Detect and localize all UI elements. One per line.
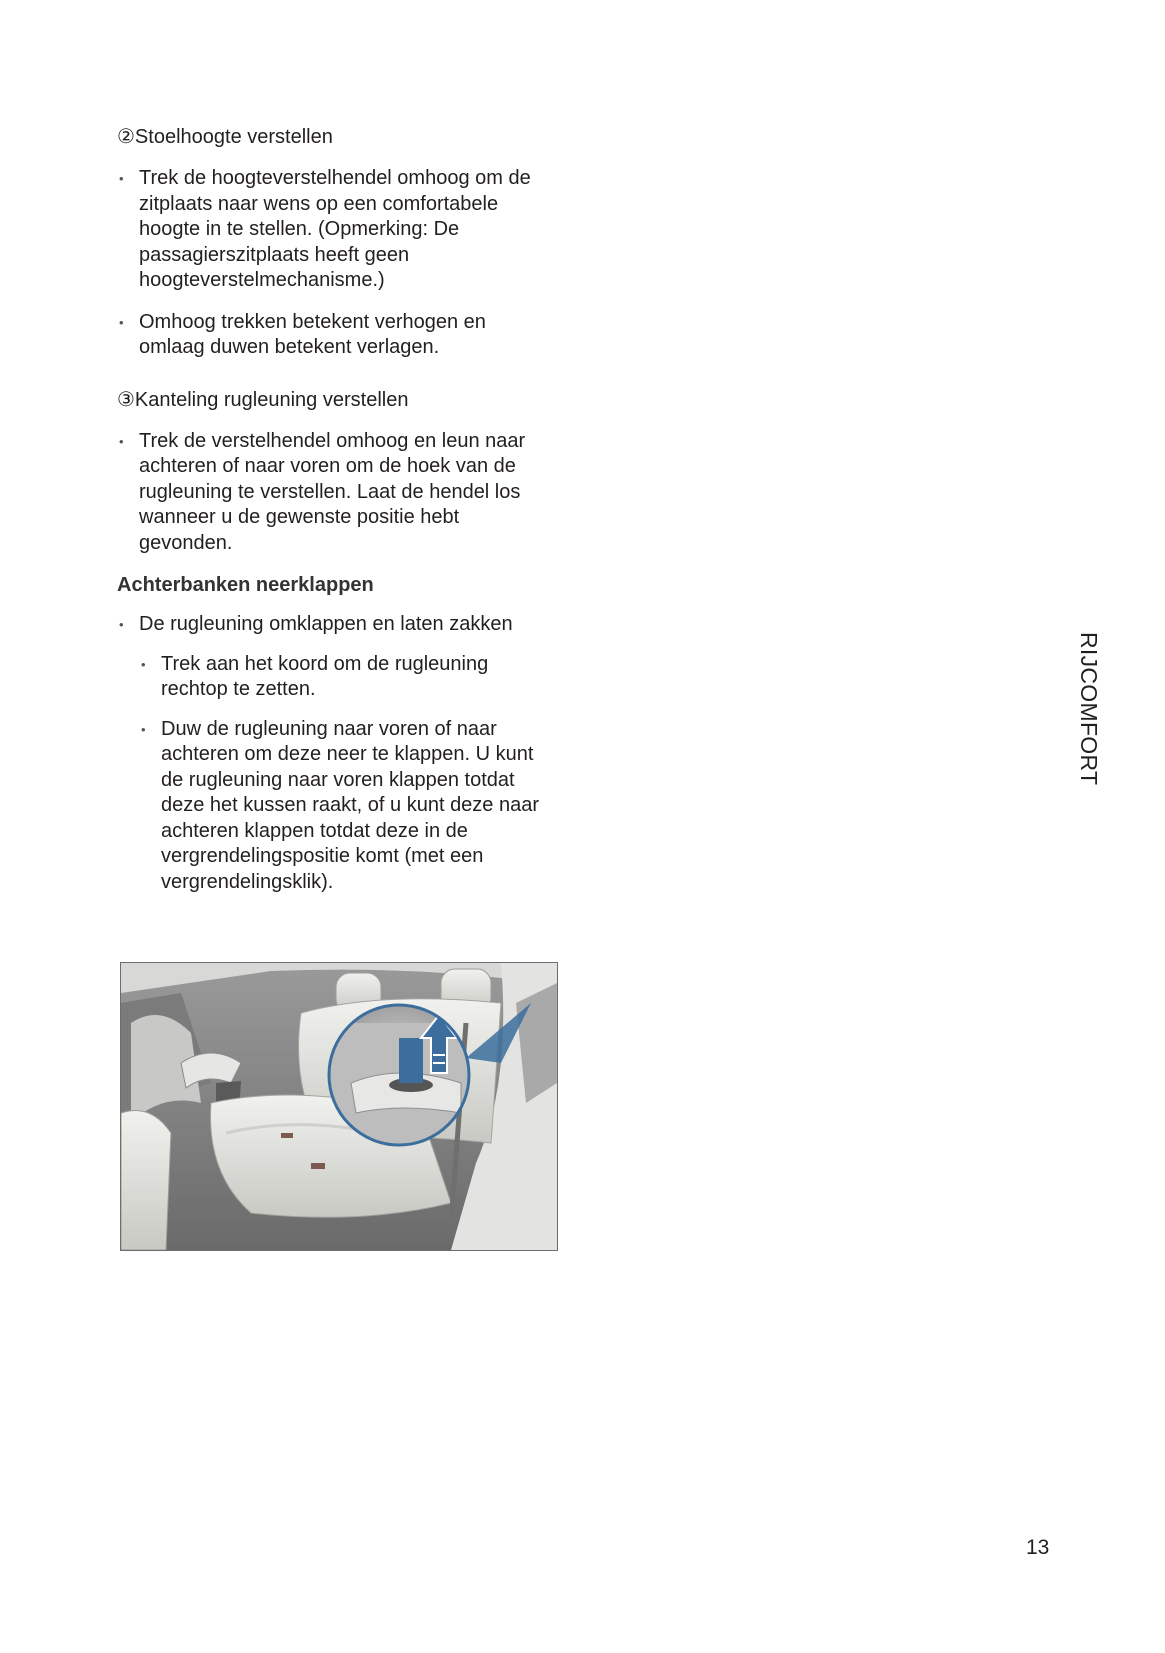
sub-bullet-list [139, 652, 557, 896]
list-item: • Trek de verstelhendel omhoog en leun naar achteren of naar voren om de hoek van de rugleuning te verstellen. Laat de hendel los wanneer u de gewenste positie hebt gevonden. [117, 429, 557, 557]
list-item-text: De rugleuning omklappen en laten zakken [139, 613, 513, 635]
page-number: 13 [1026, 1536, 1050, 1559]
subheading-seat-height: ②Stoelhoogte verstellen [117, 126, 333, 148]
bullet-list-rear-seats [117, 612, 557, 895]
main-column [117, 124, 557, 911]
rear-seat-fold-illustration [120, 962, 558, 1251]
subheading-backrest-tilt: ③Kanteling rugleuning verstellen [117, 388, 409, 411]
list-item: • Trek de hoogteverstelhendel omhoog om de zitplaats naar wens op een comfortabele hoogte in te stellen. (Opmerking: De passagierszitplaats heeft geen hoogteverstelmechanisme.) [117, 166, 557, 294]
bullet-list-seat-height [117, 166, 557, 361]
list-item [117, 612, 557, 895]
bullet-list-backrest-tilt [117, 429, 557, 557]
list-item: • Omhoog trekken betekent verhogen en omlaag duwen betekent verlagen. [117, 310, 557, 361]
sub-list-item: • Duw de rugleuning naar voren of naar achteren om deze neer te klappen. U kunt de rugleuning naar voren klappen totdat deze het kussen raakt, of u kunt deze naar achteren klappen totdat deze in de vergrendelingspositie komt (met een vergrendelingsklik). [139, 717, 557, 896]
side-tab-label: RIJCOMFORT [1076, 632, 1102, 786]
section-title-rear-seats: Achterbanken neerklappen [117, 574, 374, 596]
sub-list-item: • Trek aan het koord om de rugleuning rechtop te zetten. [139, 652, 557, 703]
